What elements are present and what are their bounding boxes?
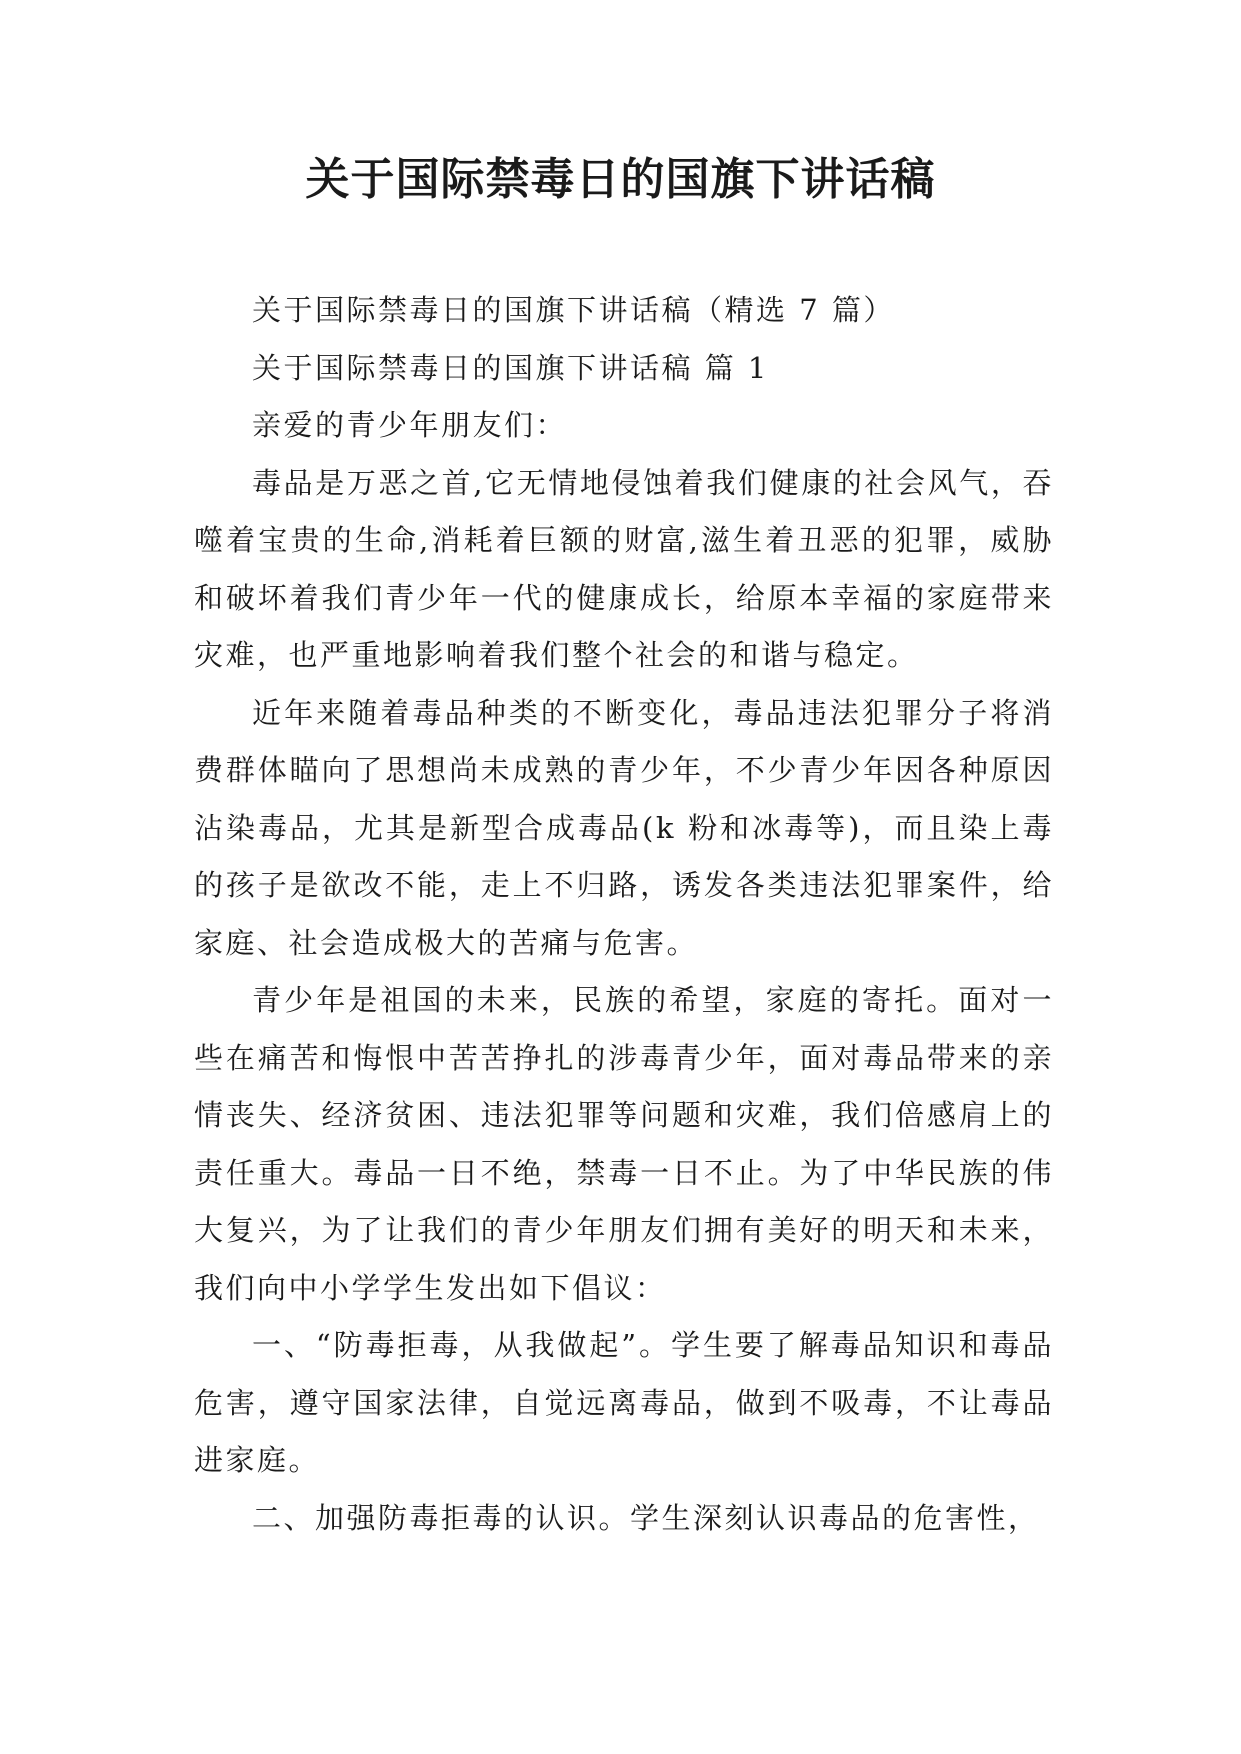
paragraph: 二、加强防毒拒毒的认识。学生深刻认识毒品的危害性， <box>252 1500 1040 1535</box>
paragraph: 毒品是万恶之首,它无情地侵蚀着我们健康的社会风气，吞噬着宝贵的生命,消耗着巨额的财富,滋生着丑恶的犯罪，威胁和破坏着我们青少年一代的健康成长，给原本幸福的家庭带来灾难，也严重地影响着我们整个社会的和谐与稳定。 <box>194 465 1054 672</box>
paragraph: 近年来随着毒品种类的不断变化，毒品违法犯罪分子将消费群体瞄向了思想尚未成熟的青少年，不少青少年因各种原因沾染毒品，尤其是新型合成毒品(k 粉和冰毒等)，而且染上毒的孩子是欲改不能，走上不归路，诱发各类违法犯罪案件，给家庭、社会造成极大的苦痛与危害。 <box>194 695 1054 960</box>
paragraph: 一、“防毒拒毒，从我做起”。学生要了解毒品知识和毒品危害，遵守国家法律，自觉远离毒品，做到不吸毒，不让毒品进家庭。 <box>194 1328 1054 1477</box>
document-title: 关于国际禁毒日的国旗下讲话稿 <box>305 154 936 205</box>
paragraph-section-heading: 关于国际禁毒日的国旗下讲话稿 篇 1 <box>252 350 769 385</box>
paragraph: 青少年是祖国的未来，民族的希望，家庭的寄托。面对一些在痛苦和悔恨中苦苦挣扎的涉毒青少年，面对毒品带来的亲情丧失、经济贫困、违法犯罪等问题和灾难，我们倍感肩上的责任重大。毒品一日不绝，禁毒一日不止。为了中华民族的伟大复兴，为了让我们的青少年朋友们拥有美好的明天和未来，我们向中小学学生发出如下倡议： <box>194 983 1054 1305</box>
paragraph-subtitle: 关于国际禁毒日的国旗下讲话稿（精选 7 篇） <box>252 293 895 327</box>
document-body <box>194 282 1054 1547</box>
paragraph-salutation: 亲爱的青少年朋友们： <box>252 408 568 442</box>
